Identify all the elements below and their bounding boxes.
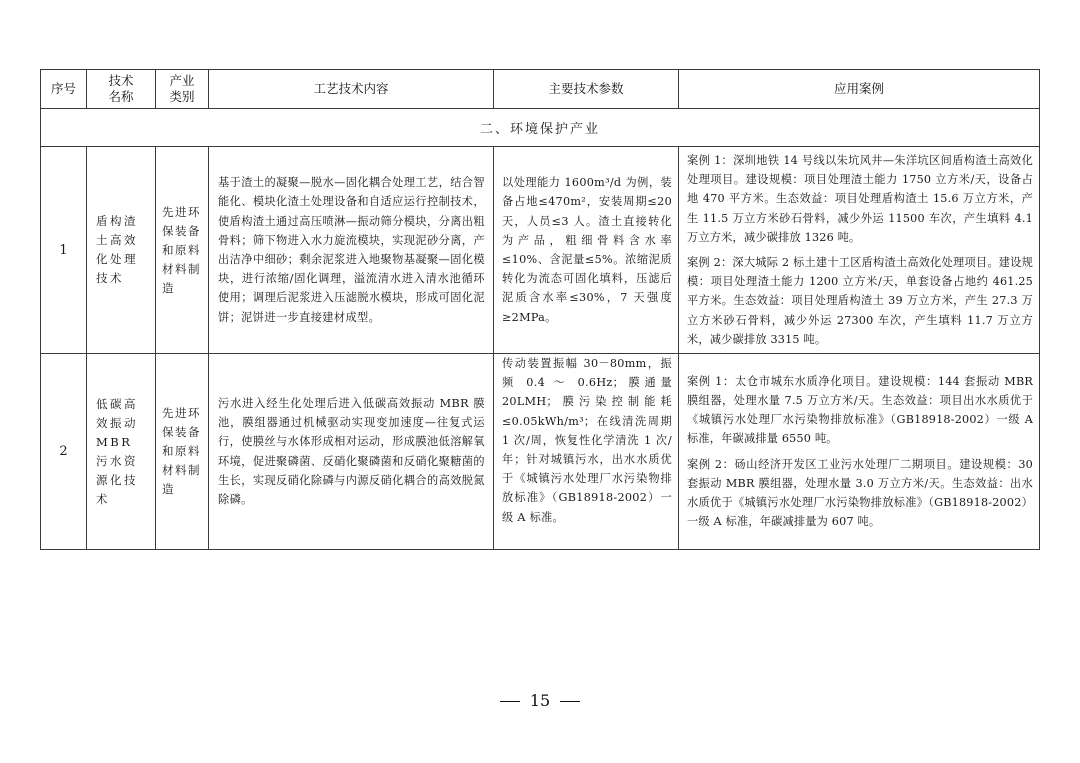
header-tech-name-line2: 名称 [108,89,134,104]
page-footer [0,691,1080,710]
header-category-line1: 产业 [169,73,195,88]
row-index: 1 [41,147,87,354]
row-industry-category: 先进环保装备和原料材料制造 [156,147,209,354]
header-process-content: 工艺技术内容 [209,70,494,109]
case-2: 案例 2：深大城际 2 标土建十工区盾构渣土高效化处理项目。建设规模：项目处理渣土能力 1200 立方米/天，单套设备占地约 461.25 平方米。生态效益：项目处理盾构渣土 39 万立方米，产生 27.3 万立方米砂石骨料，减少外运 27300 车次，产生填料 11.7 万立方米，减少碳排放 3315 吨。 [687,256,1033,346]
header-industry-category [156,70,209,109]
row-main-params: 传动装置振幅 30－80mm，振频 0.4 ～ 0.6Hz；膜通量 20LMH；膜污染控制能耗≤0.05kWh/m³；在线清洗周期 1 次/周，恢复性化学清洗 1 次/年；针对城镇污水，出水水质优于《城镇污水处理厂水污染物排放标准》（GB18918-2002）一级 A 标准。 [494,354,679,550]
table-row [41,147,1040,354]
case-1: 案例 1：深圳地铁 14 号线以朱坑风井—朱洋坑区间盾构渣土高效化处理项目。建设规模：项目处理渣土能力 1750 立方米/天，设备占地 470 平方米。生态效益：项目处理盾构渣土 15.6 万立方米，产生 11.5 万立方米砂石骨料，减少外运 11500 车次，产生填料 4.1 万立方米，减少碳排放 1326 吨。 [687,153,1033,244]
header-index: 序号 [41,70,87,109]
row-application-cases [679,147,1040,354]
section-title: 二、环境保护产业 [41,109,1040,147]
row-process-content: 基于渣土的凝聚—脱水—固化耦合处理工艺，结合智能化、模块化渣土处理设备和自适应运行控制技术，使盾构渣土通过高压喷淋—振动筛分模块，分离出粗骨料；筛下物进入水力旋流模块，实现泥砂分离，产出洁净中细砂；剩余泥浆进入地聚物基凝聚—固化模块，进行浓缩/固化调理，溢流清水进入清水池循环使用；调理后泥浆进入压滤脱水模块，形成可固化泥饼；泥饼进一步直接建材成型。 [209,147,494,354]
header-tech-name [87,70,156,109]
row-index: 2 [41,354,87,550]
case-1: 案例 1：太仓市城东水质净化项目。建设规模：144 套振动 MBR 膜组器，处理水量 7.5 万立方米/天。生态效益：项目出水水质优于《城镇污水处理厂水污染物排放标准》（GB18918-2002）一级 A 标准，年碳减排量 6550 吨。 [687,374,1033,446]
header-tech-name-line1: 技术 [108,73,134,88]
dash-right-decoration [560,701,580,702]
case-2: 案例 2：砀山经济开发区工业污水处理厂二期项目。建设规模：30 套振动 MBR 膜组器，处理水量 3.0 万立方米/天。生态效益：出水水质优于《城镇污水处理厂水污染物排放标准》（GB18918-2002）一级 A 标准，年碳减排量为 607 吨。 [687,457,1033,529]
row-industry-category: 先进环保装备和原料材料制造 [156,354,209,550]
technology-table [40,69,1040,550]
table-row [41,354,1040,550]
dash-left-decoration [500,701,520,702]
row-application-cases [679,354,1040,550]
page-number: 15 [529,691,551,710]
row-tech-name: 低碳高效振动 MBR 污水资源化技术 [87,354,156,550]
row-main-params: 以处理能力 1600m³/d 为例，装备占地≤470m²，安装周期≤20 天，人员≤3 人。渣土直接转化为产品，粗细骨料含水率≤10%、含泥量≤5%。浓缩泥质转化为流态可固化填料，压滤后泥质含水率≤30%，7 天强度≥2MPa。 [494,147,679,354]
row-tech-name: 盾构渣土高效化处理技术 [87,147,156,354]
section-row [41,109,1040,147]
table-header-row [41,70,1040,109]
row-process-content: 污水进入经生化处理后进入低碳高效振动 MBR 膜池，膜组器通过机械驱动实现变加速度—往复式运行，使膜丝与水体形成相对运动，形成膜池低溶解氧环境，促进聚磷菌、反硝化聚磷菌和反硝化聚糖菌的生长，实现反硝化除磷与内源反硝化耦合的高效脱氮除磷。 [209,354,494,550]
header-main-params: 主要技术参数 [494,70,679,109]
header-application-cases: 应用案例 [679,70,1040,109]
header-category-line2: 类别 [169,89,195,104]
